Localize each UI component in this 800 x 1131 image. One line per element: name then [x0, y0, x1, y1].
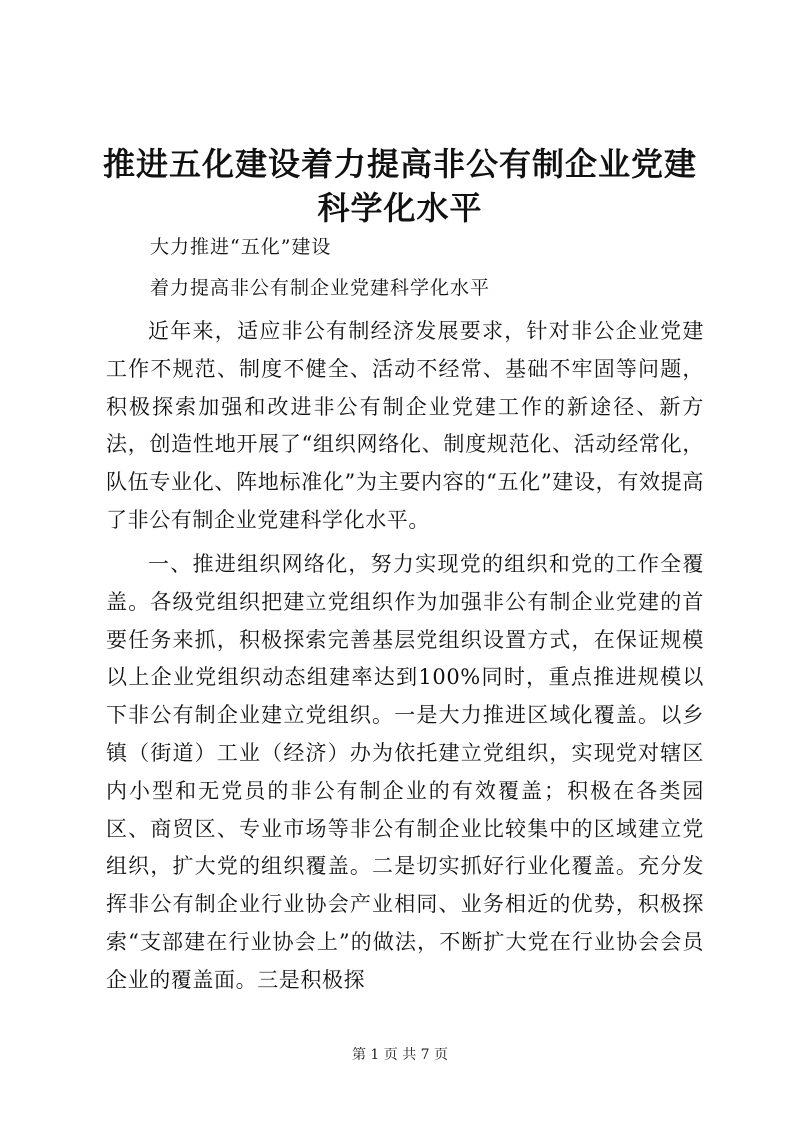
document-title: 推进五化建设着力提高非公有制企业党建科学化水平 — [102, 145, 697, 227]
page-footer: 第 1 页 共 7 页 — [351, 1047, 449, 1063]
body-paragraph-2: 一、推进组织网络化，努力实现党的组织和党的工作全覆盖。各级党组织把建立党组织作为加强非公有制企业党建的首要任务来抓，积极探索完善基层党组织设置方式，在保证规模以上企业党组织动态组建率达到100%同时，重点推进规模以下非公有制企业建立党组织。一是大力推进区域化覆盖。以乡镇（街道）工业（经济）办为依托建立党组织，实现党对辖区内小型和无党员的非公有制企业的有效覆盖；积极在各类园区、商贸区、专业市场等非公有制企业比较集中的区域建立党组织，扩大党的组织覆盖。二是切实抓好行业化覆盖。充分发挥非公有制企业行业协会产业相同、业务相近的优势，积极探索“支部建在行业协会上”的做法，不断扩大党在行业协会会员企业的覆盖面。三是积极探 — [106, 552, 704, 992]
body-paragraph-1: 近年来，适应非公有制经济发展要求，针对非公企业党建工作不规范、制度不健全、活动不经常、基础不牢固等问题，积极探索加强和改进非公有制企业党建工作的新途径、新方法，创造性地开展了“组织网络化、制度规范化、活动经常化，队伍专业化、阵地标准化”为主要内容的“五化”建设，有效提高了非公有制企业党建科学化水平。 — [106, 319, 704, 532]
subtitle-line-1: 大力推进“五化”建设 — [150, 236, 332, 258]
subtitle-line-2: 着力提高非公有制企业党建科学化水平 — [150, 277, 491, 299]
